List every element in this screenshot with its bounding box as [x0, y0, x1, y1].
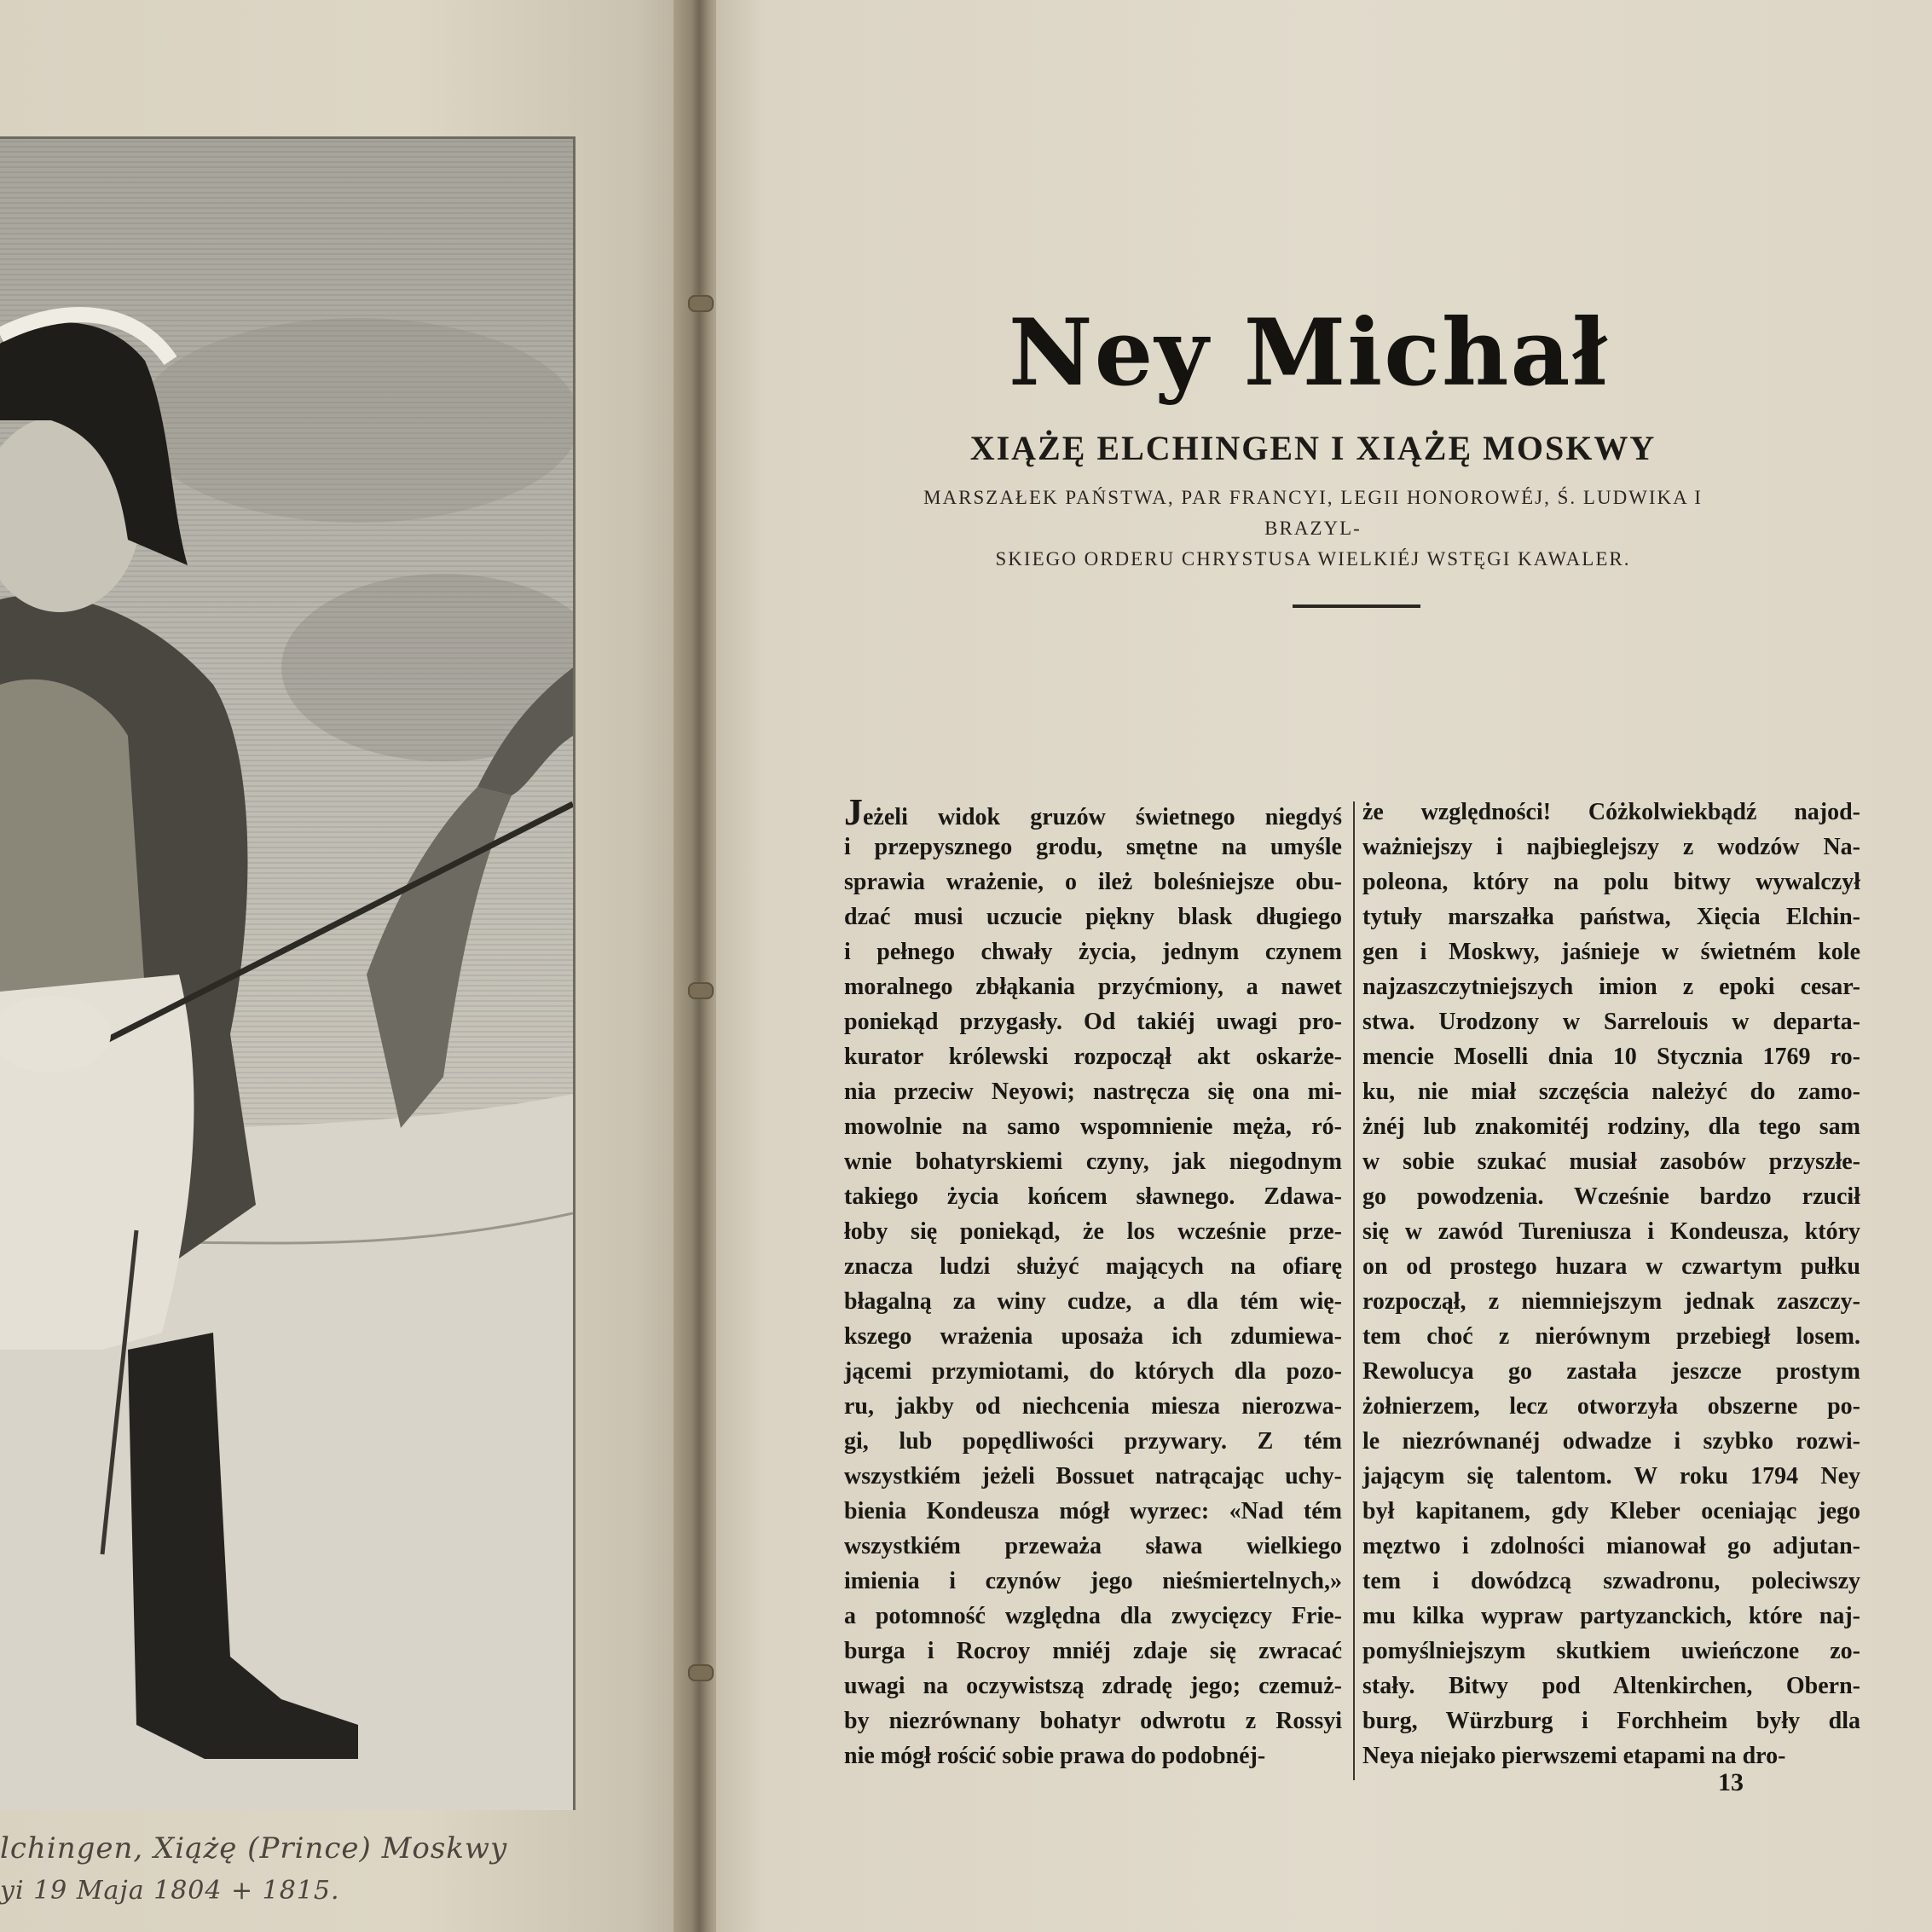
- text-line: pomyślniejszym skutkiem uwieńczone zo-: [1362, 1638, 1860, 1664]
- text-line: wnie bohatyrskiemi czyny, jak niegodnym: [844, 1148, 1342, 1175]
- text-line: i przepysznego grodu, smętne na umyśle: [844, 834, 1342, 860]
- text-line: on od prostego huzara w czwartym pułku: [1362, 1253, 1860, 1280]
- text-line: tem i dowódzcą szwadronu, poleciwszy: [1362, 1568, 1860, 1594]
- text-line: go powodzenia. Wcześnie bardzo rzucił: [1362, 1183, 1860, 1210]
- drop-cap: J: [844, 791, 863, 833]
- text-line: męztwo i zdolności mianował go adjutan-: [1362, 1533, 1860, 1559]
- text-line: najzaszczytniejszych imion z epoki cesar-: [1362, 974, 1860, 1000]
- text-line: znacza ludzi służyć mających na ofiarę: [844, 1253, 1342, 1280]
- text-line: się w zawód Tureniusza i Kondeusza, który: [1362, 1218, 1860, 1245]
- column-divider: [1353, 801, 1355, 1780]
- text-line: Rewolucya go zastała jeszcze prostym: [1362, 1358, 1860, 1385]
- text-line: bienia Kondeusza mógł wyrzec: «Nad tém: [844, 1498, 1342, 1524]
- text-line: tytuły marszałka państwa, Xięcia Elchin-: [1362, 904, 1860, 930]
- honors-block: [921, 483, 1705, 575]
- text-line-content: eżeli widok gruzów świetnego niegdyś: [863, 804, 1342, 830]
- text-line: tem choć z nierównym przebiegł losem.: [1362, 1323, 1860, 1350]
- text-line: sprawia wrażenie, o ileż boleśniejsze obu-: [844, 869, 1342, 895]
- text-line: poniekąd przygasły. Od takiéj uwagi pro-: [844, 1009, 1342, 1035]
- text-line: błagalną za winy cudze, a dla tém wię-: [844, 1288, 1342, 1315]
- title-divider: [1293, 604, 1420, 608]
- text-line: ru, jakby od niechcenia miesza nierozwa-: [844, 1393, 1342, 1420]
- text-line: imienia i czynów jego nieśmiertelnych,»: [844, 1568, 1342, 1594]
- text-column-right: [1362, 795, 1860, 1773]
- text-line: jącemi przymiotami, do których dla pozo-: [844, 1358, 1342, 1385]
- text-line: ważniejszy i najbieglejszy z wodzów Na-: [1362, 834, 1860, 860]
- text-line: takiego życia końcem sławnego. Zdawa-: [844, 1183, 1342, 1210]
- text-line: w sobie szukać musiał zasobów przyszłe-: [1362, 1148, 1860, 1175]
- text-line: stwa. Urodzony w Sarrelouis w departa-: [1362, 1009, 1860, 1035]
- text-line: Neya niejako pierwszemi etapami na dro-: [1362, 1743, 1786, 1769]
- honors-line: SKIEGO ORDERU CHRYSTUSA WIELKIÉJ WSTĘGI KAWALER.: [995, 548, 1631, 570]
- text-line: burg, Würzburg i Forchheim były dla: [1362, 1708, 1860, 1734]
- text-line: żołnierzem, lecz otworzyła obszerne po-: [1362, 1393, 1860, 1420]
- plate-caption-line-2: yi 19 Maja 1804 + 1815.: [0, 1876, 340, 1906]
- text-line: gi, lub popędliwości przywary. Z tém: [844, 1428, 1342, 1455]
- article-title: Ney Michał: [1008, 299, 1610, 407]
- text-line: poleona, który na polu bitwy wywalczył: [1362, 869, 1860, 895]
- left-page: [0, 0, 691, 1932]
- text-line: nia przeciw Neyowi; nastręcza się ona mi-: [844, 1079, 1342, 1105]
- text-line: le niezrównanéj odwadze i szybko rozwi-: [1362, 1428, 1860, 1455]
- text-line: uwagi na oczywistszą zdradę jego; czemuż-: [844, 1673, 1342, 1699]
- portrait-engraving: [0, 139, 573, 1810]
- text-line: że względności! Cóżkolwiekbądź najod-: [1362, 799, 1860, 825]
- text-line: był kapitanem, gdy Kleber oceniając jego: [1362, 1498, 1860, 1524]
- page-number: 13: [1718, 1768, 1744, 1796]
- right-page: [716, 0, 1932, 1932]
- text-column-left: [844, 791, 1342, 1773]
- text-line: mu kilka wypraw partyzanckich, które naj-: [1362, 1603, 1860, 1629]
- text-line: gen i Moskwy, jaśnieje w świetném kole: [1362, 939, 1860, 965]
- text-line: łoby się poniekąd, że los wcześnie prze-: [844, 1218, 1342, 1245]
- text-line: mowolnie na samo wspomnienie męża, ró-: [844, 1114, 1342, 1140]
- binding-stitch: [688, 1664, 714, 1681]
- text-line: kszego wrażenia uposaża ich zdumiewa-: [844, 1323, 1342, 1350]
- text-line: mencie Moselli dnia 10 Stycznia 1769 ro-: [1362, 1044, 1860, 1070]
- text-line: kurator królewski rozpoczął akt oskarże-: [844, 1044, 1342, 1070]
- text-line: ku, nie miał szczęścia należyć do zamo-: [1362, 1079, 1860, 1105]
- text-line: nie mógł rościć sobie prawa do podobnéj-: [844, 1743, 1266, 1769]
- text-line: wszystkiém jeżeli Bossuet natrącając uchy-: [844, 1463, 1342, 1489]
- binding-stitch: [688, 295, 714, 312]
- text-line: dzać musi uczucie piękny blask długiego: [844, 904, 1342, 930]
- text-line: moralnego zbłąkania przyćmiony, a nawet: [844, 974, 1342, 1000]
- text-line: jającym się talentom. W roku 1794 Ney: [1362, 1463, 1860, 1489]
- text-line: wszystkiém przeważa sława wielkiego: [844, 1533, 1342, 1559]
- article-subtitle: XIĄŻĘ ELCHINGEN I XIĄŻĘ MOSKWY: [969, 429, 1657, 467]
- text-line: a potomność względna dla zwycięzcy Frie-: [844, 1603, 1342, 1629]
- text-line: stały. Bitwy pod Altenkirchen, Obern-: [1362, 1673, 1860, 1699]
- binding-stitch: [688, 982, 714, 999]
- text-line: żnéj lub znakomitéj rodziny, dla tego sam: [1362, 1114, 1860, 1140]
- engraving-plate: [0, 136, 576, 1810]
- text-line: burga i Rocroy mniéj zdaje się zwracać: [844, 1638, 1342, 1664]
- text-line: rozpoczął, z niemniejszym jednak zaszczy-: [1362, 1288, 1860, 1315]
- honors-line: MARSZAŁEK PAŃSTWA, PAR FRANCYI, LEGII HONOROWÉJ, Ś. LUDWIKA I BRAZYL-: [923, 487, 1703, 539]
- plate-caption-line-1: lchingen, Xiążę (Prince) Moskwy: [0, 1831, 508, 1865]
- text-line: [844, 791, 1342, 833]
- text-line: i pełnego chwały życia, jednym czynem: [844, 939, 1342, 965]
- text-line: by niezrównany bohatyr odwrotu z Rossyi: [844, 1708, 1342, 1734]
